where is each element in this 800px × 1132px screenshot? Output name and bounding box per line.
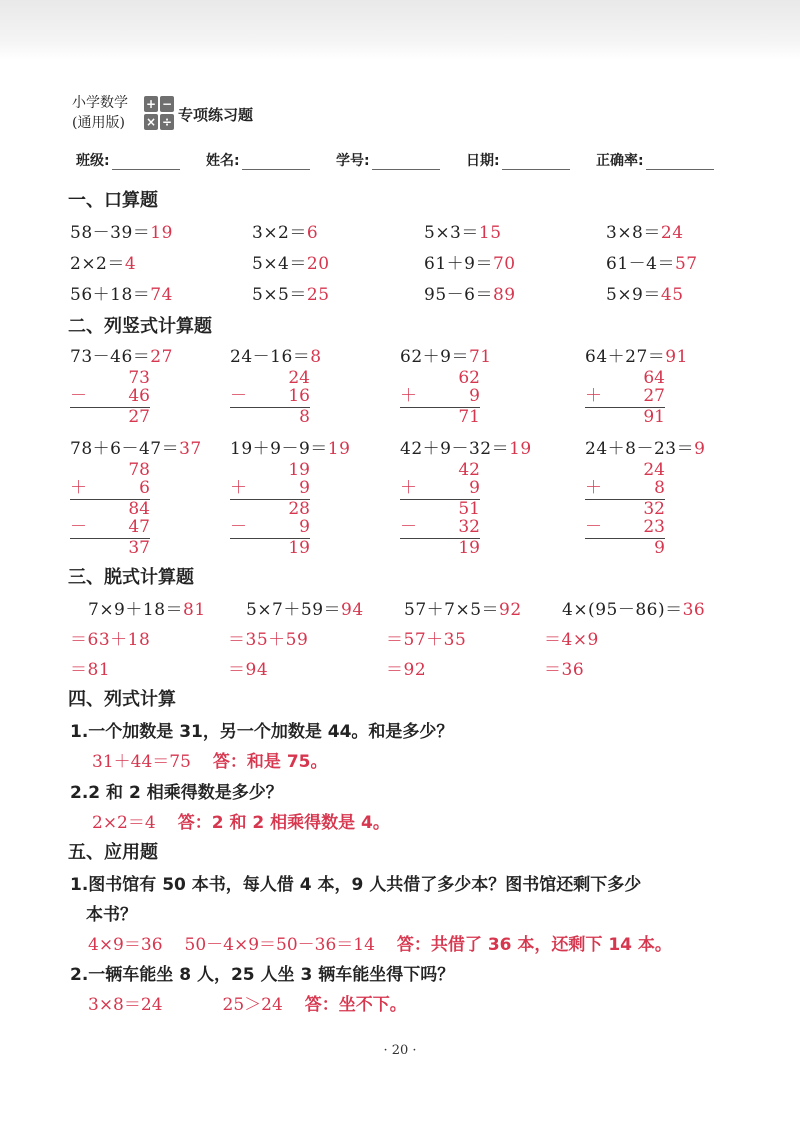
accuracy-field[interactable] bbox=[596, 150, 714, 170]
vertical-result-number: 91 bbox=[643, 407, 665, 427]
oral-question: 5×9＝ bbox=[606, 285, 661, 305]
vertical-result bbox=[70, 409, 150, 427]
oral-item bbox=[424, 218, 502, 243]
name-label: 姓名: bbox=[206, 153, 240, 169]
vertical-question-text: 64＋27＝ bbox=[585, 347, 666, 367]
oral-answer: 70 bbox=[492, 254, 516, 274]
vertical-computation bbox=[230, 370, 310, 427]
vertical-second bbox=[585, 480, 665, 498]
vertical-operator: － bbox=[230, 517, 247, 537]
vertical-question-answer: 19 bbox=[509, 439, 532, 459]
vertical-third bbox=[400, 519, 480, 537]
class-label: 班级: bbox=[76, 153, 110, 169]
oral-question: 5×5＝ bbox=[252, 285, 307, 305]
oral-answer: 25 bbox=[306, 285, 330, 305]
vertical-top-number: 62 bbox=[458, 368, 480, 388]
vertical-question-answer: 37 bbox=[179, 439, 202, 459]
oral-item bbox=[70, 218, 173, 243]
stepwise-step: ＝35＋59 bbox=[228, 630, 309, 650]
vertical-result bbox=[585, 409, 665, 427]
oral-question: 3×2＝ bbox=[252, 223, 307, 243]
operators-logo-icon bbox=[144, 96, 174, 132]
vertical-second bbox=[70, 480, 150, 498]
vertical-second bbox=[230, 388, 310, 406]
vertical-second-number: 9 bbox=[469, 478, 480, 498]
vertical-question-text: 24＋8－23＝ bbox=[585, 439, 695, 459]
word-problem-question: 1.图书馆有 50 本书，每人借 4 本，9 人共借了多少本？图书馆还剩下多少 bbox=[70, 875, 642, 895]
accuracy-label: 正确率: bbox=[596, 153, 644, 169]
word-problem-formula: 25＞24 bbox=[222, 995, 283, 1015]
word-problem-question: 2.一辆车能坐 8 人，25 人坐 3 辆车能坐得下吗？ bbox=[70, 965, 455, 985]
vertical-computation bbox=[70, 370, 150, 427]
vertical-computation bbox=[400, 370, 480, 427]
stepwise-step: ＝94 bbox=[228, 660, 269, 680]
student-id-label: 学号: bbox=[336, 153, 370, 169]
oral-item bbox=[70, 280, 173, 305]
stepwise-question bbox=[562, 595, 705, 620]
vertical-operator: ＋ bbox=[70, 478, 87, 498]
brand-line2: (通用版) bbox=[72, 115, 125, 131]
vertical-question-answer: 19 bbox=[327, 439, 351, 459]
vertical-second bbox=[400, 388, 480, 406]
stepwise-step: ＝57＋35 bbox=[386, 630, 467, 650]
vertical-second-number: 8 bbox=[654, 478, 665, 498]
oral-answer: 15 bbox=[478, 223, 502, 243]
vertical-third-number: 32 bbox=[458, 517, 480, 537]
stepwise-step: ＝92 bbox=[386, 660, 427, 680]
oral-item bbox=[252, 280, 330, 305]
vertical-result-number: 19 bbox=[288, 538, 310, 558]
vertical-result bbox=[230, 409, 310, 427]
word-problem-answer-row bbox=[88, 990, 407, 1015]
vertical-divider bbox=[230, 407, 310, 408]
stepwise-question-answer: 94 bbox=[341, 600, 364, 620]
oral-answer: 20 bbox=[306, 254, 330, 274]
vertical-operator: ＋ bbox=[230, 478, 247, 498]
vertical-question bbox=[400, 342, 492, 367]
vertical-computation bbox=[70, 462, 150, 558]
stepwise-question bbox=[404, 595, 522, 620]
vertical-top-number: 24 bbox=[643, 460, 665, 480]
brand-line1: 小学数学 bbox=[72, 95, 128, 111]
section-title-word-problems: 五、应用题 bbox=[68, 842, 158, 863]
oral-question: 58－39＝ bbox=[70, 223, 151, 243]
oral-question: 56＋18＝ bbox=[70, 285, 151, 305]
oral-item bbox=[606, 280, 684, 305]
vertical-mid-number: 28 bbox=[288, 499, 310, 519]
stepwise-step: ＝4×9 bbox=[544, 630, 599, 650]
vertical-result-number: 71 bbox=[458, 407, 480, 427]
vertical-top-number: 24 bbox=[288, 368, 310, 388]
vertical-question-text: 78＋6－47＝ bbox=[70, 439, 180, 459]
vertical-second-number: 6 bbox=[139, 478, 150, 498]
vertical-question bbox=[585, 342, 688, 367]
vertical-question bbox=[230, 342, 322, 367]
vertical-operator: － bbox=[230, 386, 247, 406]
vertical-result-number: 27 bbox=[128, 407, 150, 427]
vertical-top-number: 19 bbox=[288, 460, 310, 480]
column-answer: 答：和是 75。 bbox=[212, 752, 328, 772]
vertical-result bbox=[230, 540, 310, 558]
vertical-third-number: 9 bbox=[299, 517, 310, 537]
stepwise-question bbox=[246, 595, 364, 620]
vertical-question-text: 19＋9－9＝ bbox=[230, 439, 328, 459]
vertical-second bbox=[400, 480, 480, 498]
oral-answer: 57 bbox=[674, 254, 698, 274]
section-title-oral: 一、口算题 bbox=[68, 190, 158, 211]
vertical-question-text: 24－16＝ bbox=[230, 347, 311, 367]
vertical-result bbox=[400, 540, 480, 558]
vertical-question bbox=[400, 434, 532, 459]
vertical-computation bbox=[230, 462, 310, 558]
vertical-computation bbox=[400, 462, 480, 558]
word-problem-formula: 50－4×9＝50－36＝14 bbox=[184, 935, 375, 955]
vertical-question-answer: 71 bbox=[468, 347, 492, 367]
column-question: 2.2 和 2 相乘得数是多少？ bbox=[70, 783, 283, 803]
vertical-third-number: 47 bbox=[128, 517, 150, 537]
vertical-operator: － bbox=[70, 517, 87, 537]
section-title-vertical: 二、列竖式计算题 bbox=[68, 316, 212, 337]
word-problem-answer-row bbox=[88, 930, 672, 955]
divide-icon: ÷ bbox=[161, 115, 173, 129]
section-title-column: 四、列式计算 bbox=[68, 689, 176, 710]
vertical-operator: － bbox=[585, 517, 602, 537]
student-id-field[interactable] bbox=[336, 150, 440, 170]
oral-answer: 45 bbox=[660, 285, 684, 305]
vertical-mid-number: 51 bbox=[458, 499, 480, 519]
vertical-operator: － bbox=[400, 517, 417, 537]
oral-question: 3×8＝ bbox=[606, 223, 661, 243]
oral-answer: 74 bbox=[150, 285, 173, 305]
vertical-second bbox=[230, 480, 310, 498]
column-answer-row bbox=[92, 747, 327, 772]
date-field[interactable] bbox=[466, 150, 570, 170]
times-icon: × bbox=[145, 115, 157, 129]
vertical-question-text: 62＋9＝ bbox=[400, 347, 469, 367]
vertical-second bbox=[70, 388, 150, 406]
vertical-second-number: 9 bbox=[469, 386, 480, 406]
minus-icon: − bbox=[161, 97, 173, 111]
vertical-question bbox=[70, 342, 173, 367]
plus-icon: + bbox=[145, 97, 157, 111]
stepwise-step: ＝63＋18 bbox=[70, 630, 151, 650]
column-answer-row bbox=[92, 808, 390, 833]
vertical-second-number: 9 bbox=[299, 478, 310, 498]
vertical-third bbox=[70, 519, 150, 537]
stepwise-step: ＝81 bbox=[70, 660, 111, 680]
brand-label bbox=[72, 93, 128, 133]
stepwise-question-text: 57＋7×5＝ bbox=[404, 600, 500, 620]
vertical-operator: ＋ bbox=[585, 478, 602, 498]
class-field[interactable] bbox=[76, 150, 180, 170]
oral-question: 5×4＝ bbox=[252, 254, 307, 274]
oral-question: 5×3＝ bbox=[424, 223, 479, 243]
vertical-second bbox=[585, 388, 665, 406]
vertical-top-number: 73 bbox=[128, 368, 150, 388]
oral-item bbox=[70, 249, 136, 274]
vertical-question bbox=[585, 434, 705, 459]
vertical-second-number: 16 bbox=[288, 386, 310, 406]
oral-answer: 4 bbox=[124, 254, 137, 274]
vertical-divider bbox=[585, 538, 665, 539]
vertical-question-answer: 9 bbox=[694, 439, 706, 459]
accuracy-blank[interactable] bbox=[646, 155, 714, 170]
vertical-computation bbox=[585, 462, 665, 558]
oral-question: 61－4＝ bbox=[606, 254, 675, 274]
vertical-mid-number: 84 bbox=[128, 499, 150, 519]
vertical-second-number: 46 bbox=[128, 386, 150, 406]
vertical-result bbox=[400, 409, 480, 427]
vertical-top-number: 42 bbox=[458, 460, 480, 480]
oral-item bbox=[424, 280, 516, 305]
oral-question: 95－6＝ bbox=[424, 285, 493, 305]
vertical-operator: ＋ bbox=[585, 386, 602, 406]
oral-item bbox=[252, 249, 330, 274]
stepwise-question-text: 4×(95－86)＝ bbox=[562, 600, 683, 620]
column-answer: 答：2 和 2 相乘得数是 4。 bbox=[177, 813, 390, 833]
vertical-question bbox=[70, 434, 202, 459]
vertical-result-number: 8 bbox=[299, 407, 310, 427]
vertical-result bbox=[70, 540, 150, 558]
vertical-computation bbox=[585, 370, 665, 427]
oral-question: 2×2＝ bbox=[70, 254, 125, 274]
stepwise-question-text: 5×7＋59＝ bbox=[246, 600, 342, 620]
section-title-stepwise: 三、脱式计算题 bbox=[68, 567, 194, 588]
column-formula: 31＋44＝75 bbox=[92, 752, 191, 772]
oral-item bbox=[606, 249, 698, 274]
stepwise-question-answer: 36 bbox=[682, 600, 706, 620]
vertical-third-number: 23 bbox=[643, 517, 665, 537]
vertical-question-answer: 8 bbox=[310, 347, 322, 367]
oral-item bbox=[424, 249, 516, 274]
worksheet-title: 专项练习题 bbox=[178, 106, 254, 124]
vertical-operator: － bbox=[70, 386, 87, 406]
vertical-operator: ＋ bbox=[400, 386, 417, 406]
vertical-question-text: 42＋9－32＝ bbox=[400, 439, 510, 459]
vertical-result-number: 9 bbox=[654, 538, 665, 558]
name-blank[interactable] bbox=[242, 155, 310, 170]
stepwise-question-answer: 92 bbox=[499, 600, 522, 620]
date-blank[interactable] bbox=[502, 155, 570, 170]
oral-answer: 89 bbox=[492, 285, 516, 305]
word-problem-answer: 答：共借了 36 本，还剩下 14 本。 bbox=[396, 935, 672, 955]
column-formula: 2×2＝4 bbox=[92, 813, 156, 833]
vertical-third bbox=[585, 519, 665, 537]
oral-answer: 6 bbox=[306, 223, 319, 243]
vertical-second-number: 27 bbox=[643, 386, 665, 406]
page-number: · 20 · bbox=[383, 1043, 417, 1058]
vertical-question-text: 73－46＝ bbox=[70, 347, 151, 367]
stepwise-question-answer: 81 bbox=[183, 600, 206, 620]
oral-item bbox=[252, 218, 318, 243]
vertical-result-number: 37 bbox=[128, 538, 150, 558]
oral-item bbox=[606, 218, 684, 243]
vertical-operator: ＋ bbox=[400, 478, 417, 498]
vertical-top-number: 64 bbox=[643, 368, 665, 388]
vertical-third bbox=[230, 519, 310, 537]
vertical-result bbox=[585, 540, 665, 558]
oral-answer: 24 bbox=[660, 223, 684, 243]
stepwise-question-text: 7×9＋18＝ bbox=[88, 600, 184, 620]
stepwise-question bbox=[88, 595, 206, 620]
vertical-result-number: 19 bbox=[458, 538, 480, 558]
class-blank[interactable] bbox=[112, 155, 180, 170]
date-label: 日期: bbox=[466, 153, 500, 169]
vertical-top-number: 78 bbox=[128, 460, 150, 480]
word-problem-answer: 答：坐不下。 bbox=[304, 995, 407, 1015]
name-field[interactable] bbox=[206, 150, 310, 170]
vertical-question bbox=[230, 434, 350, 459]
vertical-question-answer: 91 bbox=[665, 347, 688, 367]
word-problem-formula: 3×8＝24 bbox=[88, 995, 163, 1015]
stepwise-step: ＝36 bbox=[544, 660, 585, 680]
vertical-question-answer: 27 bbox=[150, 347, 173, 367]
word-problem-question-cont: 本书？ bbox=[86, 905, 137, 925]
oral-question: 61＋9＝ bbox=[424, 254, 493, 274]
oral-answer: 19 bbox=[150, 223, 173, 243]
student-id-blank[interactable] bbox=[372, 155, 440, 170]
vertical-mid-number: 32 bbox=[643, 499, 665, 519]
word-problem-formula: 4×9＝36 bbox=[88, 935, 163, 955]
column-question: 1.一个加数是 31，另一个加数是 44。和是多少？ bbox=[70, 722, 454, 742]
